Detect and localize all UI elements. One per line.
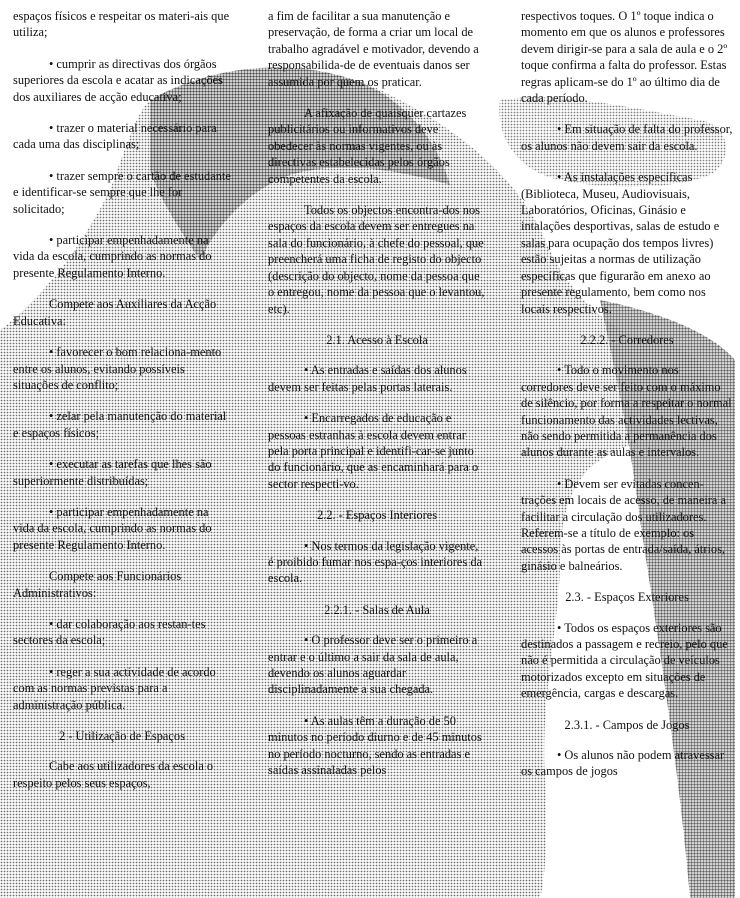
text-column-left bbox=[13, 8, 231, 806]
section-heading: 2.2.2. - Corredores bbox=[580, 332, 674, 347]
text-column-middle bbox=[268, 8, 486, 793]
paragraph: • Devem ser evitadas concen-trações em locais de acesso, de maneira a facilitar a circulação dos utilizadores. Referem-se a título de exemplo: os acessos às portas de entrada/saída, átrios, ginásio e balneários. bbox=[521, 476, 727, 573]
paragraph: respectivos toques. O 1º toque indica o momento em que os alunos e professores devem dirigir-se para a sala de aula e o 2º toque confirma a falta do professor. Estas regras aplicam-se do 1º ao último dia de cada período. bbox=[521, 9, 728, 106]
section-heading: 2.3. - Espaços Exteriores bbox=[565, 590, 689, 605]
paragraph: Todos os objectos encontra-dos nos espaços da escola devem ser entregues na sala do funcionário, à chefe do pessoal, que preencherá uma ficha de registo do objecto (descrição do objecto, nome da pessoa que o entregou, nome da pessoa que o levantou, etc). bbox=[268, 203, 485, 316]
paragraph: • reger a sua actividade de acordo com as normas previstas para a administração pública. bbox=[13, 664, 216, 712]
paragraph: • dar colaboração aos restan-tes sectores da escola; bbox=[13, 616, 206, 648]
paragraph: • As aulas têm a duração de 50 minutos no período diurno e de 45 minutos no período nocturno, sendo as entradas e saídas assinaladas pelos bbox=[268, 713, 482, 778]
section-heading: 2.2.1. - Salas de Aula bbox=[324, 602, 430, 617]
paragraph: Compete aos Funcionários Administrativos: bbox=[13, 569, 182, 600]
paragraph: • As instalações específicas (Biblioteca, Museu, Audiovisuais, Laboratórios, Oficinas, Ginásio e intalações desportivas, salas de estudo e salas para ocupação dos tempos livres) estão sujeitas a normas de utilização específicas que figurarão em anexo ao presente regulamento, bem como nos locais respectivos. bbox=[521, 170, 720, 316]
paragraph: • Nos termos da legislação vigente, é proibido fumar nos espa-ços interiores da escola. bbox=[268, 538, 483, 586]
paragraph: • Todo o movimento nos corredores deve ser feito com o máximo de silêncio, por forma a respeitar o normal funcionamento das actividades lectivas, não sendo permitida a permanência dos alunos durante as aulas e intervalos. bbox=[521, 363, 732, 460]
section-heading: 2.1. Acesso à Escola bbox=[326, 332, 428, 347]
paragraph: Cabe aos utilizadores da escola o respeito pelos seus espaços, bbox=[13, 759, 214, 790]
paragraph: espaços físicos e respeitar os materi-ais que utiliza; bbox=[13, 9, 230, 40]
paragraph: • trazer o material necessário para cada uma das disciplinas; bbox=[13, 121, 217, 152]
paragraph: • participar empenhadamente na vida da escola, cumprindo as normas do presente Regulamento Interno. bbox=[13, 233, 212, 280]
paragraph: • executar as tarefas que lhes são superiormente distribuídas; bbox=[13, 457, 212, 488]
paragraph: • cumprir as directivas dos órgãos superiores da escola e acatar as indicações dos auxiliares de acção educativa; bbox=[13, 56, 223, 104]
paragraph: • favorecer o bom relaciona-mento entre os alunos, evitando possíveis situações de conflito; bbox=[13, 345, 222, 392]
paragraph: • zelar pela manutenção do material e espaços físicos; bbox=[13, 409, 227, 440]
paragraph: • As entradas e saídas dos alunos devem ser feitas pelas portas laterais. bbox=[268, 363, 467, 394]
text-column-right bbox=[521, 8, 733, 795]
paragraph: • O professor deve ser o primeiro a entrar e o último a sair da sala de aula, devendo os alunos aguardar disciplinadamente a sua chegada. bbox=[268, 633, 478, 697]
section-heading: 2.2. - Espaços Interiores bbox=[316, 508, 438, 523]
section-heading: 2.3.1. - Campos de Jogos bbox=[564, 717, 690, 732]
paragraph: • Os alunos não podem atravessar os campos de jogos bbox=[521, 748, 725, 779]
paragraph: • Todos os espaços exteriores são destinados a passagem e recreio, pelo que não é permitida a circulação de veículos motorizados excepto em situações de emergência, cargas e descargas. bbox=[521, 620, 728, 701]
paragraph: • participar empenhadamente na vida da escola, cumprindo as normas do presente Regulamento Interno. bbox=[13, 504, 212, 552]
paragraph: • Encarregados de educação e pessoas estranhas à escola devem entrar pela porta principal e identifi-car-se junto do funcionário, que as encaminhará para o sector respecti-vo. bbox=[268, 411, 479, 491]
paragraph: a fim de facilitar a sua manutenção e preservação, de forma a criar um local de trabalho agradável e motivador, devendo a responsabilida-de de eventuais danos ser assumida por quem os praticar. bbox=[268, 9, 479, 89]
paragraph: A afixação de quaisquer cartazes publicitários ou informativos deve obedecer às normas vigentes, ou às directivas estabelecidas pelos órgãos competentes da escola. bbox=[268, 106, 467, 186]
paragraph: Compete aos Auxiliares da Acção Educativa: bbox=[13, 297, 217, 328]
section-heading: 2 - Utilização de Espaços bbox=[59, 729, 185, 743]
paragraph: • trazer sempre o cartão de estudante e identificar-se sempre que lhe for solicitado; bbox=[13, 168, 231, 216]
paragraph: • Em situação de falta do professor, os alunos não devem sair da escola. bbox=[521, 122, 733, 153]
